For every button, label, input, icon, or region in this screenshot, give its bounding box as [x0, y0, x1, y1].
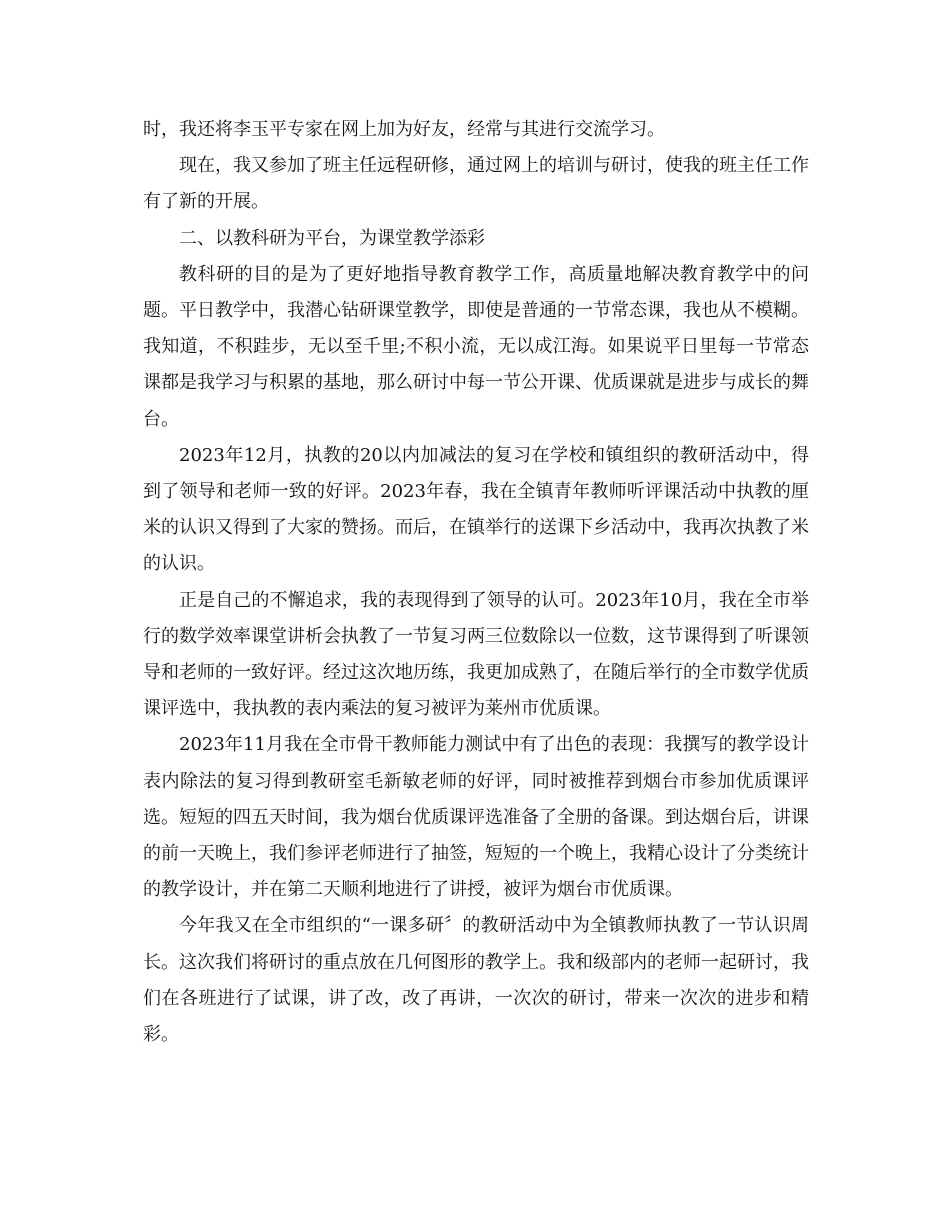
paragraph-2023-december: 2023年12月，执教的20以内加减法的复习在学校和镇组织的教研活动中，得到了领导和老师一致的好评。2023年春，我在全镇青年教师听评课活动中执教的厘米的认识又得到了大家的赞扬。而后，在镇举行的送课下乡活动中，我再次执教了米的认识。 — [143, 444, 809, 575]
document-body — [143, 112, 809, 1053]
paragraph-continuation: 时，我还将李玉平专家在网上加为好友，经常与其进行交流学习。 — [143, 119, 665, 140]
paragraph-2023-november: 2023年11月我在全市骨干教师能力测试中有了出色的表现：我撰写的教学设计表内除法的复习得到教研室毛新敏老师的好评，同时被推荐到烟台市参加优质课评选。短短的四五天时间，我为烟台优质课评选准备了全册的备课。到达烟台后，讲课的前一天晚上，我们参评老师进行了抽签，短短的一个晚上，我精心设计了分类统计的教学设计，并在第二天顺利地进行了讲授，被评为烟台市优质课。 — [143, 734, 809, 901]
paragraph-research-purpose: 教科研的目的是为了更好地指导教育教学工作，高质量地解决教育教学中的问题。平日教学中，我潜心钻研课堂教学，即使是普通的一节常态课，我也从不模糊。我知道，不积跬步，无以至千里;不积小流，无以成江海。如果说平日里每一节常态课都是我学习与积累的基地，那么研讨中每一节公开课、优质课就是进步与成长的舞台。 — [143, 263, 809, 430]
paragraph-2023-october: 正是自己的不懈追求，我的表现得到了领导的认可。2023年10月，我在全市举行的数学效率课堂讲析会执教了一节复习两三位数除以一位数，这节课得到了听课领导和老师的一致好评。经过这次地历练，我更加成熟了，在随后举行的全市数学优质课评选中，我执教的表内乘法的复习被评为莱州市优质课。 — [143, 589, 809, 720]
section-heading: 二、以教科研为平台，为课堂教学添彩 — [179, 227, 485, 249]
paragraph-this-year: 今年我又在全市组织的“一课多研〞的教研活动中为全镇教师执教了一节认识周长。这次我们将研讨的重点放在几何图形的教学上。我和级部内的老师一起研讨，我们在各班进行了试课，讲了改，改了再讲，一次次的研讨，带来一次次的进步和精彩。 — [143, 915, 809, 1046]
paragraph-remote-training: 现在，我又参加了班主任远程研修，通过网上的培训与研讨，使我的班主任工作有了新的开展。 — [143, 155, 809, 213]
